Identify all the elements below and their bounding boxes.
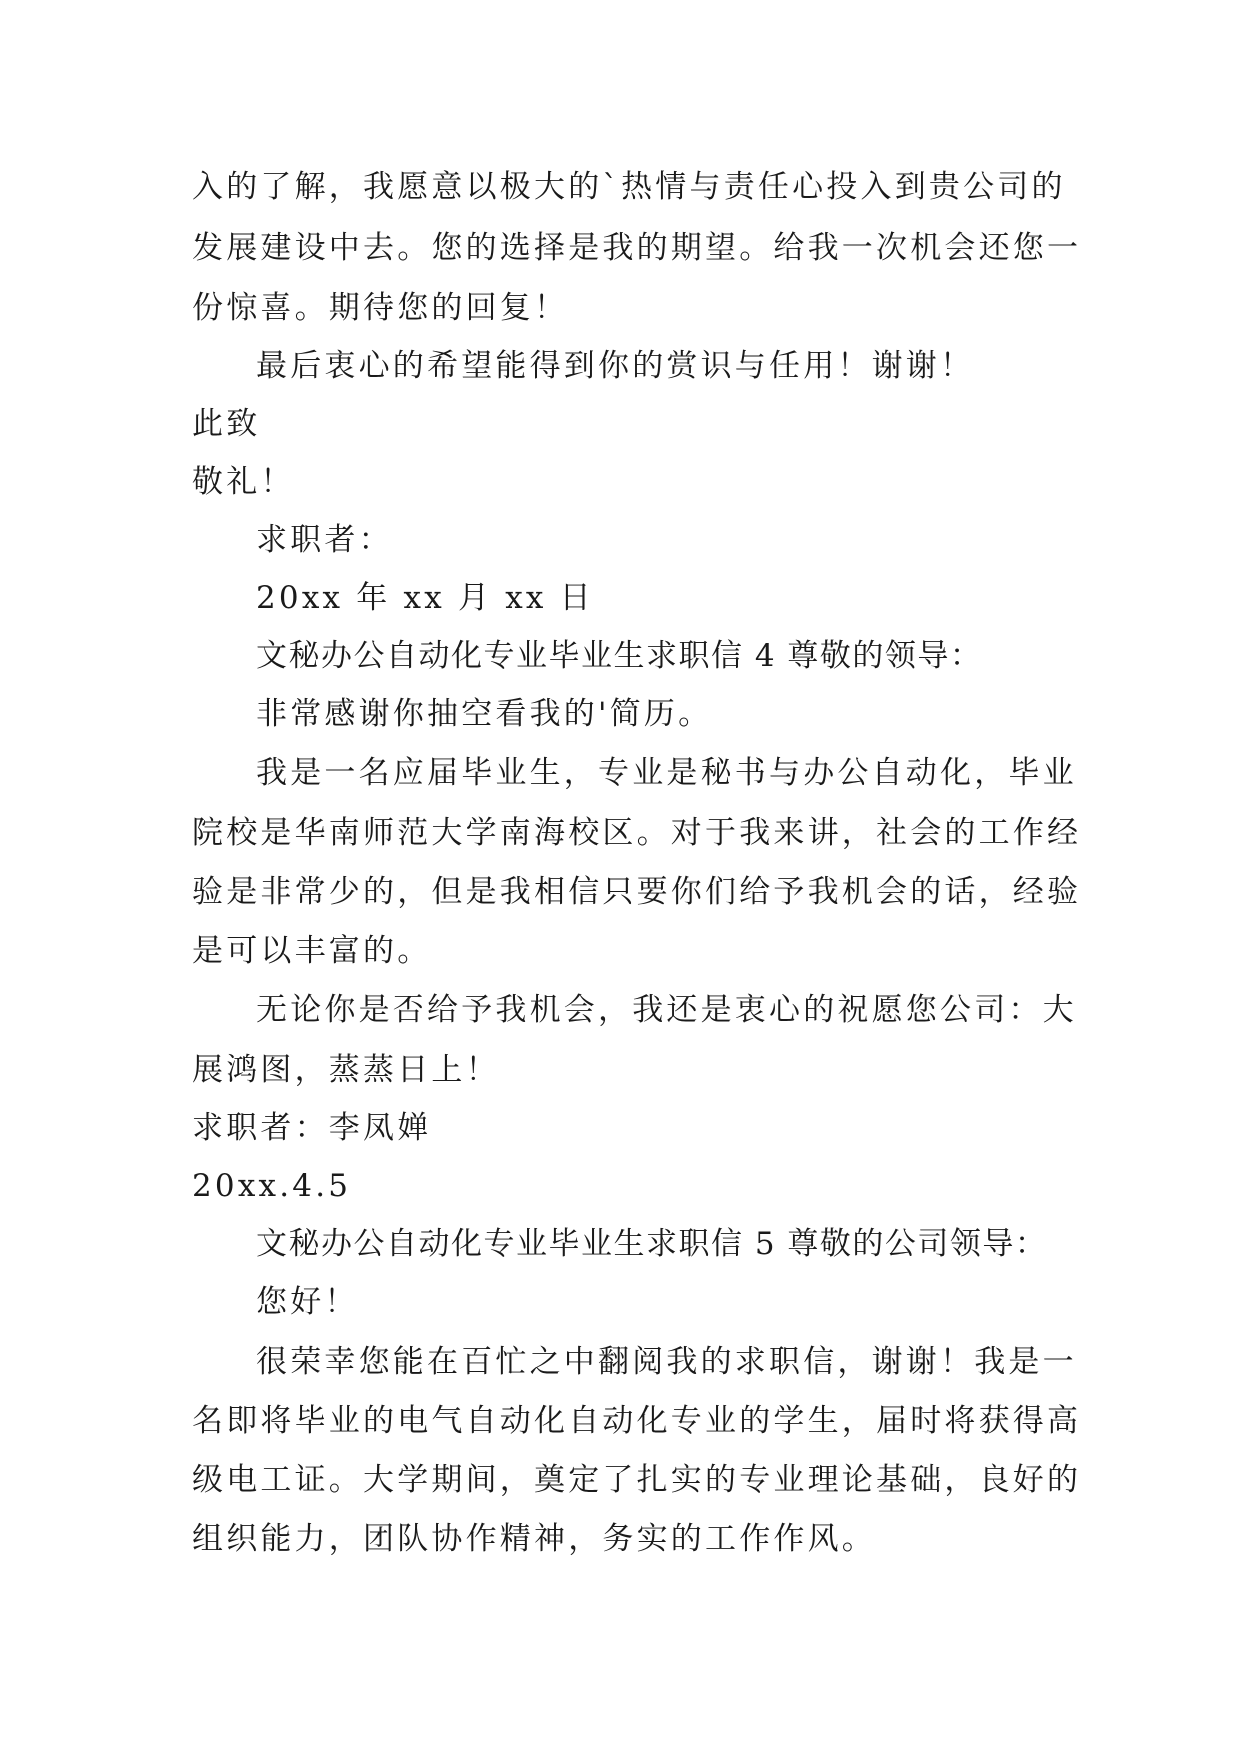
- text-line: 份惊喜。期待您的回复！: [192, 290, 569, 326]
- greeting-line: 您好！: [256, 1284, 359, 1320]
- text-line: 是可以丰富的。: [192, 933, 432, 969]
- text-line: 无论你是否给予我机会，我还是衷心的祝愿您公司：大: [256, 992, 1077, 1028]
- text-line: 我是一名应届毕业生，专业是秘书与办公自动化，毕业: [256, 755, 1077, 791]
- text-line: 名即将毕业的电气自动化自动化专业的学生，届时将获得高: [192, 1403, 1082, 1439]
- closing-line: 此致: [192, 406, 261, 442]
- date-line: 20xx.4.5: [192, 1168, 352, 1204]
- text-line: 入的了解，我愿意以极大的`热情与责任心投入到贵公司的: [192, 169, 1066, 205]
- text-line: 级电工证。大学期间，奠定了扎实的专业理论基础，良好的: [192, 1462, 1082, 1498]
- date-line: 20xx 年 xx 月 xx 日: [256, 580, 594, 616]
- signature-label: 求职者：: [256, 522, 393, 558]
- text-line: 最后衷心的希望能得到你的赏识与任用！谢谢！: [256, 348, 975, 384]
- closing-line: 敬礼！: [192, 464, 295, 500]
- text-line: 组织能力，团队协作精神，务实的工作作风。: [192, 1521, 876, 1557]
- text-line: 验是非常少的，但是我相信只要你们给予我机会的话，经验: [192, 874, 1082, 910]
- letter-heading: 文秘办公自动化专业毕业生求职信 4 尊敬的领导：: [256, 638, 983, 674]
- text-line: 发展建设中去。您的选择是我的期望。给我一次机会还您一: [192, 230, 1082, 266]
- signature-line: 求职者：李凤婵: [192, 1110, 432, 1146]
- text-line: 很荣幸您能在百忙之中翻阅我的求职信，谢谢！我是一: [256, 1344, 1077, 1380]
- text-line: 非常感谢你抽空看我的'简历。: [256, 696, 713, 732]
- text-line: 院校是华南师范大学南海校区。对于我来讲，社会的工作经: [192, 815, 1082, 851]
- text-line: 展鸿图，蒸蒸日上！: [192, 1052, 500, 1088]
- letter-heading: 文秘办公自动化专业毕业生求职信 5 尊敬的公司领导：: [256, 1226, 1048, 1262]
